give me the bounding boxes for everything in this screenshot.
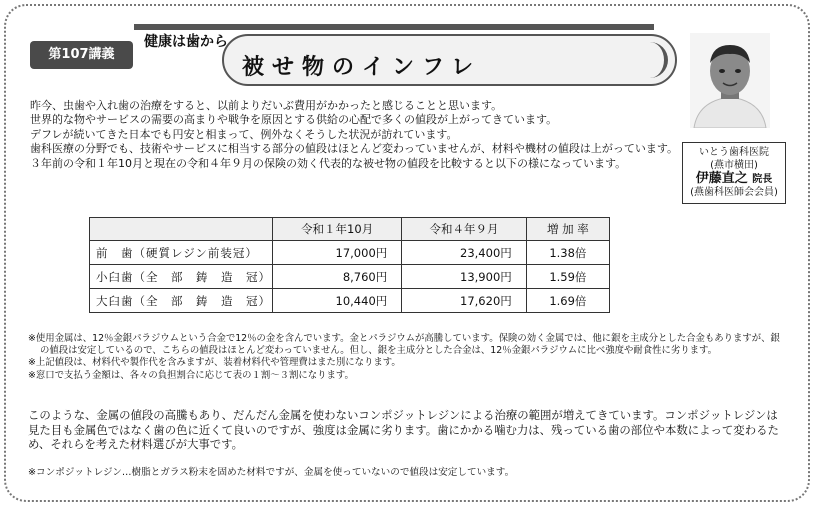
doctor-role: 院長 <box>752 174 773 185</box>
clinic-name: いとう歯科医院 <box>699 147 769 158</box>
notes <box>28 333 788 382</box>
article-header <box>134 24 669 86</box>
series-title: 健康は歯から <box>144 34 228 50</box>
closing-paragraph <box>28 408 788 452</box>
note-item: ※使用金属は、12％金銀パラジウムという合金で12％の金を含んでいます。金とパラジウムが高騰しています。保険の効く金属では、他に銀を主成分とした合金もありますが、銀の値段は安定しているので、こちらの値段はほとんど変わっていません。但し、銀を主成分とした合金は、12％金銀パラジウムに比べ強度や耐食性に劣ります。 <box>28 333 780 357</box>
intro-line: 歯科医療の分野でも、技術やサービスに相当する部分の値段はほとんど変わっていませんが、材料や機材の値段は上がっています。 <box>30 142 679 156</box>
table-row <box>90 241 610 265</box>
table-row <box>90 289 610 313</box>
price-r1: 17,000円 <box>273 241 402 265</box>
clinic-location: (燕市横田) <box>710 160 758 171</box>
footnote: ※コンポジットレジン…樹脂とガラス粉末を固めた材料ですが、金属を使っていないので値段は安定しています。 <box>28 467 515 478</box>
header-rule <box>134 24 654 30</box>
clinic-association: (燕歯科医師会会員) <box>690 187 778 198</box>
intro-text <box>30 99 678 171</box>
price-r1: 8,760円 <box>273 265 402 289</box>
doctor-name-line <box>683 172 785 186</box>
table-row <box>90 265 610 289</box>
row-label: 大臼歯（全 部 鋳 造 冠） <box>90 289 273 313</box>
lecture-badge: 第107講義 <box>30 41 133 69</box>
increase-rate: 1.69倍 <box>526 289 609 313</box>
closing-text: このような、金属の値段の高騰もあり、だんだん金属を使わないコンポジットレジンによる治療の範囲が増えてきています。コンポジットレジンは見た目も金属色ではなく歯の色に近くて良いのですが、強度は金属に劣ります。歯にかかる噛む力は、残っている歯の部位や本数によって変わるため、それらを考えた材料選びが大事です。 <box>28 408 779 452</box>
intro-line: ３年前の令和１年10月と現在の令和４年９月の保険の効く代表的な被せ物の値段を比較すると以下の様になっています。 <box>30 156 627 170</box>
note-item: ※上記値段は、材料代や製作代を含みますが、装着材料代や管理費はまた別になります。 <box>28 357 401 369</box>
price-r4: 17,620円 <box>402 289 527 313</box>
doctor-photo <box>690 33 770 128</box>
increase-rate: 1.38倍 <box>526 241 609 265</box>
row-label: 前 歯（硬質レジン前装冠） <box>90 241 273 265</box>
intro-line: 世界的な物やサービスの需要の高まりや戦争を原因とする供給の心配で多くの値段が上がってきています。 <box>30 113 558 127</box>
row-label: 小臼歯（全 部 鋳 造 冠） <box>90 265 273 289</box>
article-title: 被せ物のインフレ <box>242 55 482 80</box>
price-table <box>89 217 610 313</box>
table-header-row <box>90 218 610 241</box>
doctor-name: 伊藤直之 <box>695 171 748 186</box>
intro-line: デフレが続いてきた日本でも円安と相まって、例外なくそうした状況が訪れています。 <box>30 127 458 141</box>
table-header-cell: 令和１年10月 <box>273 218 402 241</box>
increase-rate: 1.59倍 <box>526 265 609 289</box>
table-header-cell: 増 加 率 <box>526 218 609 241</box>
price-r4: 23,400円 <box>402 241 527 265</box>
price-r4: 13,900円 <box>402 265 527 289</box>
table-header-cell: 令和４年９月 <box>402 218 527 241</box>
table-header-cell <box>90 218 273 241</box>
note-item: ※窓口で支払う金額は、各々の負担割合に応じて表の１割〜３割になります。 <box>28 369 354 381</box>
intro-line: 昨今、虫歯や入れ歯の治療をすると、以前よりだいぶ費用がかかったと感じることと思います。 <box>30 99 503 112</box>
price-r1: 10,440円 <box>273 289 402 313</box>
clinic-info <box>682 142 786 204</box>
